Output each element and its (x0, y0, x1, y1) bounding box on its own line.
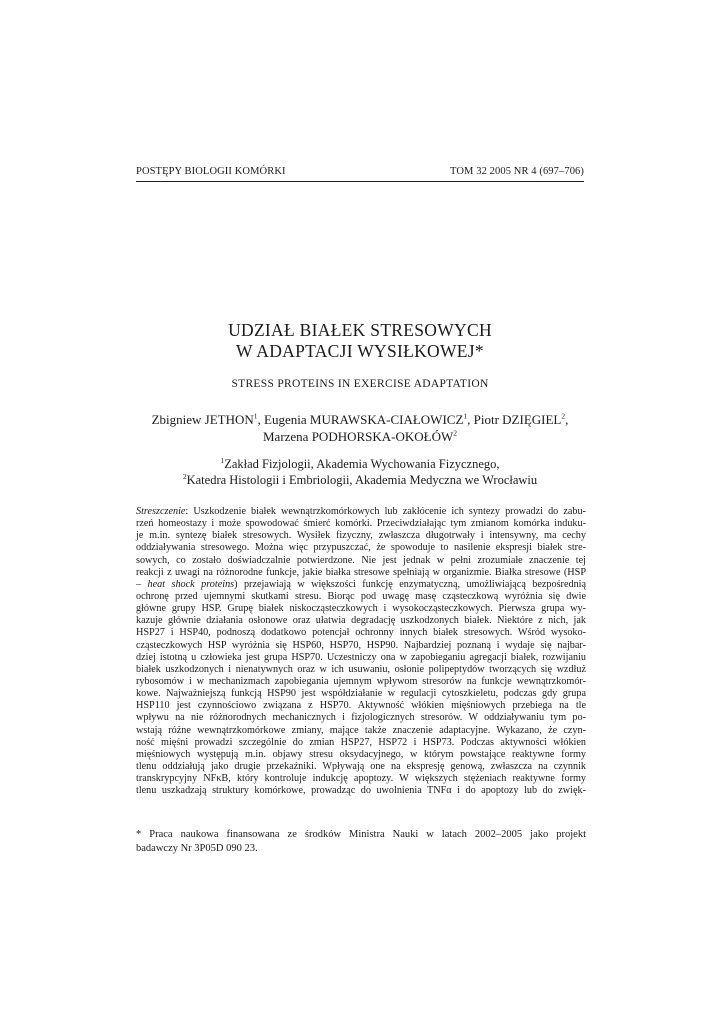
abstract-line: ochronę przed ujemnymi skutkami stresu. Biorąc pod uwagę masę cząsteczkową wyróżnia się dwie (136, 590, 586, 602)
affiliation (136, 472, 584, 488)
affiliation-text: Zakład Fizjologii, Akademia Wychowania Fizycznego, (224, 457, 500, 471)
abstract-line: rzeń homeostazy i może spowodować śmierć komórki. Przeciwdziałając tym zmianom komórka induku- (136, 518, 586, 530)
affiliation (136, 456, 584, 472)
abstract-text: – (136, 578, 148, 590)
abstract (136, 506, 586, 797)
funding-footnote (136, 828, 586, 856)
abstract-line: sowych, co zostało doświadczalnie potwierdzone. Nie jest jednak w pełni zrozumiałe znaczenie tej (136, 554, 586, 566)
abstract-line: wpływu na nie różnorodnych mechanicznych i fizjologicznych stresorów. W oddziaływaniu tym po- (136, 712, 586, 724)
author-name: , Piotr DZIĘGIEL (467, 412, 562, 427)
footnote-line: badawczy Nr 3P05D 090 23. (136, 843, 258, 854)
abstract-line: reakcji z uwagi na różnorodne funkcje, jakie białka stresowe spełniają w organizmie. Białka stresowe (HSP (136, 566, 586, 578)
abstract-line: ność mięśni prowadzi szczególnie do zmian HSP27, HSP72 i HSP73. Podczas aktywności włókien (136, 736, 586, 748)
abstract-line: tlenu oddziałują jako drugie przekaźniki. Wpływają one na ekspresję genową, zwłaszcza na czynnik (136, 760, 586, 772)
author-line (136, 429, 584, 446)
abstract-text: : Uszkodzenie białek wewnątrzkomórkowych lub zakłócenie ich syntezy prowadzi do zabu- (185, 506, 586, 517)
affiliation-mark: 1 (220, 455, 225, 465)
affiliation-mark: 1 (253, 411, 258, 421)
abstract-line: HSP27 i HSP40, podnoszą dodatkowo potencjał ochronny innych białek stresowych. Wśród wysoko- (136, 627, 586, 639)
affiliation-mark: 2 (561, 411, 566, 421)
header-rule (136, 181, 584, 182)
author-line (136, 412, 584, 429)
title-line: W ADAPTACJI WYSIŁKOWEJ* (236, 341, 484, 361)
abstract-line: mięśniowych występują m.in. objawy stresu oksydacyjnego, w którym powstające reaktywne formy (136, 748, 586, 760)
abstract-line (136, 579, 586, 591)
author-name: Marzena PODHORSKA-OKOŁÓW (262, 428, 454, 444)
affiliations (136, 456, 584, 488)
abstract-line (136, 506, 586, 518)
abstract-line: cząsteczkowych HSP wyróżnia się HSP60, HSP70, HSP90. Najbardziej poznaną i wydaje się najbar- (136, 639, 586, 651)
abstract-line: kowe. Najważniejszą funkcją HSP90 jest współdziałanie w regulacji cytoszkieletu, podczas gdy grupa (136, 688, 586, 700)
abstract-line: je m.in. syntezę białek stresowych. Wysiłek fizyczny, zwłaszcza długotrwały i intensywny, ma cechy (136, 530, 586, 542)
abstract-line: wstają różne wewnątrzkomórkowe zmiany, mające także znaczenie adaptacyjne. Wykazano, że czyn- (136, 724, 586, 736)
journal-name: POSTĘPY BIOLOGII KOMÓRKI (136, 166, 286, 177)
abstract-emphasis: heat shock proteins (147, 578, 235, 590)
abstract-label: Streszczenie (136, 506, 186, 517)
affiliation-mark: 2 (453, 428, 458, 438)
english-title: STRESS PROTEINS IN EXERCISE ADAPTATION (231, 378, 489, 390)
abstract-line: oddziaływania stresowego. Można więc przypuszczać, że spowoduje to nasilenie ekspresji białek stre- (136, 542, 586, 554)
abstract-text: ) przejawiają w większości funkcję enzymatyczną, umożliwiającą bezpośrednią (234, 578, 587, 590)
author-name: Zbigniew JETHON (151, 412, 254, 427)
abstract-line: HSP110 jest czynnościowo związana z HSP70. Aktywność włókien mięśniowych przebiega na tle (136, 700, 586, 712)
article-title (136, 320, 584, 362)
abstract-line: dziej istotną u człowieka jest grupa HSP70. Uczestniczy ona w zapobieganiu agregacji białek, rozwijaniu (136, 651, 586, 663)
author-name: , Eugenia MURAWSKA-CIAŁOWICZ (257, 412, 464, 427)
affiliation-mark: 2 (182, 471, 187, 481)
abstract-line: białek uszkodzonych i nienatywnych oraz w ich usuwaniu, osłonie polipeptydów tworzących się wzdłuż (136, 663, 586, 675)
separator: , (565, 412, 569, 427)
footnote-line: * Praca naukowa finansowana ze środków Ministra Nauki w latach 2002–2005 jako projekt (136, 829, 586, 840)
volume-info: TOM 32 2005 NR 4 (697–706) (450, 166, 584, 177)
running-header (136, 166, 584, 177)
abstract-line: tlenu uszkadzają struktury komórkowe, prowadząc do uwolnienia TNFα i do apoptozy lub do zwięk- (136, 785, 586, 797)
abstract-line: kazuje głównie działania osłonowe oraz ułatwia degradację uszkodzonych białek. Niektóre z nich, jak (136, 615, 586, 627)
title-line: UDZIAŁ BIAŁEK STRESOWYCH (228, 320, 492, 340)
abstract-line: rybosomów i w mechanizmach zapobiegania ujemnym wpływom stresorów na funkcje wewnątrzkomór- (136, 675, 586, 687)
abstract-line: transkrypcyjny NFκB, który kontroluje indukcję apoptozy. W większych stężeniach reaktywne formy (136, 773, 586, 785)
affiliation-text: Katedra Histologii i Embriologii, Akademia Medyczna we Wrocławiu (186, 473, 538, 487)
abstract-line: główne grupy HSP. Grupę białek niskocząsteczkowych i wysokocząsteczkowych. Pierwsza grupa wy- (136, 603, 586, 615)
author-list (136, 412, 584, 445)
affiliation-mark: 1 (463, 411, 468, 421)
